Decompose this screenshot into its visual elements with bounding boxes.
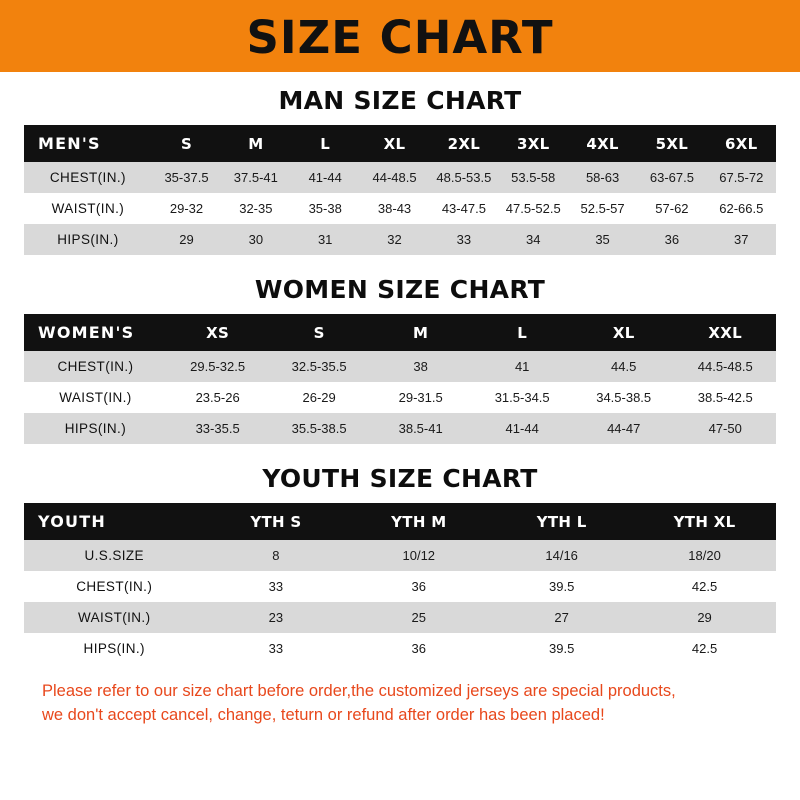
table-row — [24, 633, 776, 664]
cell: 34.5-38.5 — [596, 390, 652, 405]
cell: 44.5-48.5 — [697, 359, 753, 374]
table-row — [24, 382, 776, 413]
youth-section-title: YOUTH SIZE CHART — [262, 464, 538, 493]
cell: 48.5-53.5 — [436, 170, 492, 185]
cell: 35-38 — [308, 201, 342, 216]
row-label: HIPS(IN.) — [64, 421, 127, 436]
cell: 35 — [595, 232, 610, 247]
row-label: WAIST(IN.) — [77, 610, 151, 625]
row-label: CHEST(IN.) — [76, 579, 153, 594]
cell: 41-44 — [308, 170, 342, 185]
cell: 31 — [317, 232, 333, 247]
cell: 44-47 — [607, 421, 641, 436]
cell: 67.5-72 — [719, 170, 764, 185]
table-header-row — [24, 503, 776, 540]
cell: 32.5-35.5 — [291, 359, 347, 374]
column-header: 4XL — [586, 134, 619, 153]
cell: 29 — [697, 610, 712, 625]
column-header: YTH L — [536, 512, 587, 531]
table-row — [24, 602, 776, 633]
column-header: 2XL — [447, 134, 481, 153]
cell: 38.5-42.5 — [697, 390, 753, 405]
column-header: M — [413, 323, 429, 342]
column-header: L — [517, 323, 528, 342]
cell: 42.5 — [691, 579, 718, 594]
cell: 23 — [268, 610, 284, 625]
table-row — [24, 162, 776, 193]
row-label: CHEST(IN.) — [49, 170, 126, 185]
cell: 8 — [272, 548, 280, 563]
cell: 47-50 — [708, 421, 742, 436]
note-line-1: Please refer to our size chart before order,the customized jerseys are special products, — [42, 682, 676, 700]
cell: 38.5-41 — [398, 421, 443, 436]
women-size-table — [24, 314, 776, 444]
cell: 29 — [179, 232, 194, 247]
cell: 14/16 — [545, 548, 578, 563]
column-header: WOMEN'S — [38, 323, 135, 342]
cell: 43-47.5 — [441, 201, 486, 216]
cell: 33 — [268, 641, 284, 656]
cell: 37 — [734, 232, 749, 247]
cell: 36 — [411, 579, 427, 594]
cell: 35-37.5 — [164, 170, 209, 185]
table-row — [24, 224, 776, 255]
column-header: MEN'S — [38, 134, 101, 153]
cell: 58-63 — [585, 170, 620, 185]
cell: 36 — [411, 641, 427, 656]
column-header: 3XL — [516, 134, 550, 153]
cell: 57-62 — [655, 201, 689, 216]
column-header: 5XL — [655, 134, 689, 153]
youth-size-table — [24, 503, 776, 664]
cell: 25 — [411, 610, 427, 625]
row-label: CHEST(IN.) — [57, 359, 134, 374]
cell: 47.5-52.5 — [505, 201, 561, 216]
women-section-title: WOMEN SIZE CHART — [254, 275, 546, 304]
cell: 39.5 — [549, 641, 575, 656]
cell: 33-35.5 — [195, 421, 240, 436]
cell: 33 — [268, 579, 284, 594]
table-row — [24, 540, 776, 571]
table-row — [24, 193, 776, 224]
cell: 33 — [456, 232, 472, 247]
chart-content — [0, 86, 800, 728]
cell: 41 — [514, 359, 530, 374]
cell: 52.5-57 — [580, 201, 625, 216]
column-header: YOUTH — [38, 512, 106, 531]
column-header: YTH XL — [673, 512, 736, 531]
column-header: 6XL — [725, 134, 758, 153]
table-header-row — [24, 125, 776, 162]
row-label: HIPS(IN.) — [83, 641, 145, 656]
table-row — [24, 413, 776, 444]
men-section-title: MAN SIZE CHART — [278, 86, 522, 115]
cell: 42.5 — [691, 641, 718, 656]
cell: 39.5 — [549, 579, 575, 594]
cell: 23.5-26 — [195, 390, 240, 405]
cell: 62-66.5 — [719, 201, 764, 216]
cell: 37.5-41 — [233, 170, 278, 185]
cell: 29-31.5 — [398, 390, 443, 405]
cell: 41-44 — [505, 421, 539, 436]
cell: 34 — [525, 232, 541, 247]
column-header: XS — [206, 323, 230, 342]
column-header: YTH S — [250, 512, 302, 531]
column-header: S — [180, 134, 193, 153]
column-header: XXL — [708, 323, 743, 342]
order-policy-note — [24, 680, 776, 728]
row-label: U.S.SIZE — [84, 548, 144, 563]
table-header-row — [24, 314, 776, 351]
cell: 27 — [554, 610, 569, 625]
cell: 44-48.5 — [372, 170, 417, 185]
row-label: WAIST(IN.) — [51, 201, 125, 216]
cell: 35.5-38.5 — [291, 421, 347, 436]
column-header: M — [248, 134, 264, 153]
cell: 53.5-58 — [511, 170, 556, 185]
cell: 38 — [413, 359, 428, 374]
cell: 38-43 — [377, 201, 412, 216]
column-header: XL — [612, 323, 635, 342]
column-header: L — [320, 134, 331, 153]
cell: 36 — [664, 232, 680, 247]
cell: 18/20 — [688, 548, 721, 563]
note-line-2: we don't accept cancel, change, teturn or refund after order has been placed! — [42, 705, 605, 724]
page-title: SIZE CHART — [246, 10, 554, 64]
cell: 44.5 — [611, 359, 637, 374]
cell: 32-35 — [239, 201, 273, 216]
cell: 26-29 — [302, 390, 336, 405]
column-header: YTH M — [391, 512, 447, 531]
header-band — [0, 0, 800, 72]
cell: 10/12 — [402, 548, 436, 563]
column-header: S — [313, 323, 325, 342]
cell: 32 — [387, 232, 402, 247]
men-size-table — [24, 125, 776, 255]
cell: 30 — [248, 232, 264, 247]
row-label: WAIST(IN.) — [59, 390, 132, 405]
cell: 29.5-32.5 — [190, 359, 246, 374]
cell: 63-67.5 — [649, 170, 694, 185]
cell: 31.5-34.5 — [494, 390, 550, 405]
table-row — [24, 571, 776, 602]
table-row — [24, 351, 776, 382]
cell: 29-32 — [169, 201, 204, 216]
row-label: HIPS(IN.) — [57, 232, 119, 247]
column-header: XL — [383, 134, 406, 153]
